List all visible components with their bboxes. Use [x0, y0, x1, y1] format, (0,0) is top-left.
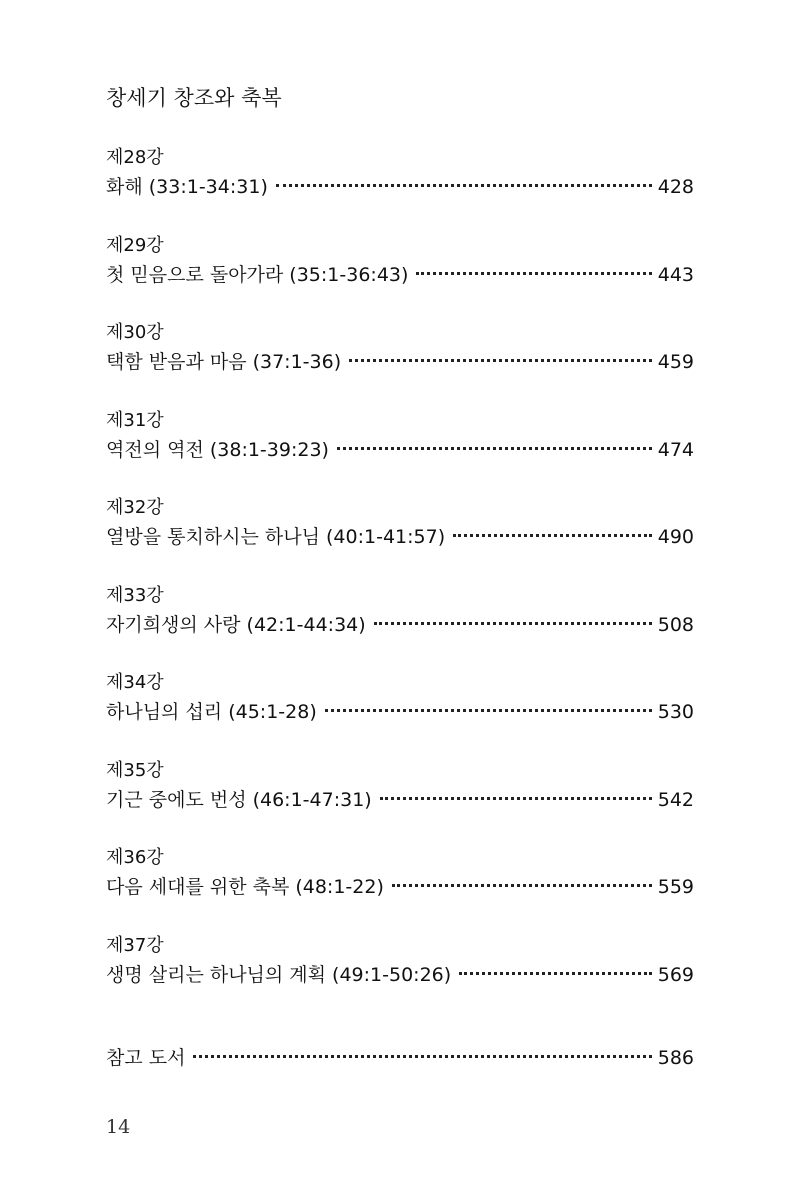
toc-entry: [106, 496, 694, 584]
toc-entry: [106, 321, 694, 409]
dot-leader: [349, 359, 652, 362]
entry-page-number: 542: [657, 788, 694, 811]
dot-leader: [459, 972, 652, 975]
toc-entry: [106, 584, 694, 672]
lecture-number: 제30강: [106, 322, 164, 343]
dot-leader: [193, 1055, 651, 1058]
lecture-number: 제28강: [106, 147, 164, 168]
dot-leader: [392, 884, 652, 887]
toc-line: [106, 697, 694, 727]
entry-title: 첫 믿음으로 돌아가라 (35:1-36:43): [106, 263, 409, 286]
dot-leader: [276, 184, 652, 187]
entry-title: 다음 세대를 위한 축복 (48:1-22): [106, 876, 384, 898]
toc-entry: [106, 146, 694, 234]
toc-entry: [106, 759, 694, 847]
entry-title: 기근 중에도 번성 (46:1-47:31): [106, 788, 372, 811]
entry-page-number: 530: [657, 701, 694, 723]
page-number: 14: [106, 1116, 131, 1138]
toc-entry: [106, 846, 694, 934]
entry-title: 택함 받음과 마음 (37:1-36): [106, 351, 342, 373]
entry-title: 역전의 역전 (38:1-39:23): [106, 438, 329, 461]
dot-leader: [325, 709, 652, 712]
dot-leader: [380, 797, 652, 800]
lecture-number: 제32강: [106, 497, 164, 518]
entry-title: 하나님의 섭리 (45:1-28): [106, 701, 317, 723]
running-title: 창세기 창조와 축복: [106, 86, 282, 110]
lecture-number: 제35강: [106, 759, 164, 781]
reference-title: 참고 도서: [106, 1047, 186, 1069]
toc-line: [106, 785, 694, 815]
entry-page-number: 569: [657, 963, 694, 986]
toc-entry: [106, 671, 694, 759]
entry-title: 생명 살리는 하나님의 계획 (49:1-50:26): [106, 963, 452, 986]
entry-title: 열방을 통치하시는 하나님 (40:1-41:57): [106, 526, 446, 548]
lecture-number: 제36강: [106, 847, 164, 868]
entry-page-number: 508: [657, 613, 694, 636]
reference-page-number: 586: [657, 1047, 694, 1069]
toc-entry: [106, 934, 694, 1022]
toc-line: [106, 347, 694, 377]
entry-page-number: 490: [657, 526, 694, 548]
toc-entry: [106, 234, 694, 322]
dot-leader: [337, 447, 652, 450]
entry-page-number: 459: [657, 351, 694, 373]
toc-line: [106, 522, 694, 552]
entry-page-number: 428: [657, 176, 694, 198]
toc-line: [106, 960, 694, 990]
dot-leader: [416, 272, 651, 275]
toc-line: [106, 260, 694, 290]
lecture-number: 제33강: [106, 584, 164, 606]
toc-line: [106, 172, 694, 202]
lecture-number: 제34강: [106, 672, 164, 693]
entry-title: 화해 (33:1-34:31): [106, 176, 268, 198]
table-of-contents: [106, 146, 694, 1021]
entry-page-number: 474: [657, 438, 694, 461]
entry-page-number: 559: [657, 876, 694, 898]
lecture-number: 제37강: [106, 934, 164, 956]
lecture-number: 제29강: [106, 234, 164, 256]
toc-line: [106, 610, 694, 640]
dot-leader: [453, 534, 652, 537]
dot-leader: [374, 622, 652, 625]
toc-line: [106, 1043, 694, 1073]
entry-page-number: 443: [657, 263, 694, 286]
toc-line: [106, 872, 694, 902]
toc-line: [106, 435, 694, 465]
lecture-number: 제31강: [106, 409, 164, 431]
entry-title: 자기희생의 사랑 (42:1-44:34): [106, 613, 366, 636]
toc-entry: [106, 409, 694, 497]
reference-entry: [106, 1043, 694, 1073]
